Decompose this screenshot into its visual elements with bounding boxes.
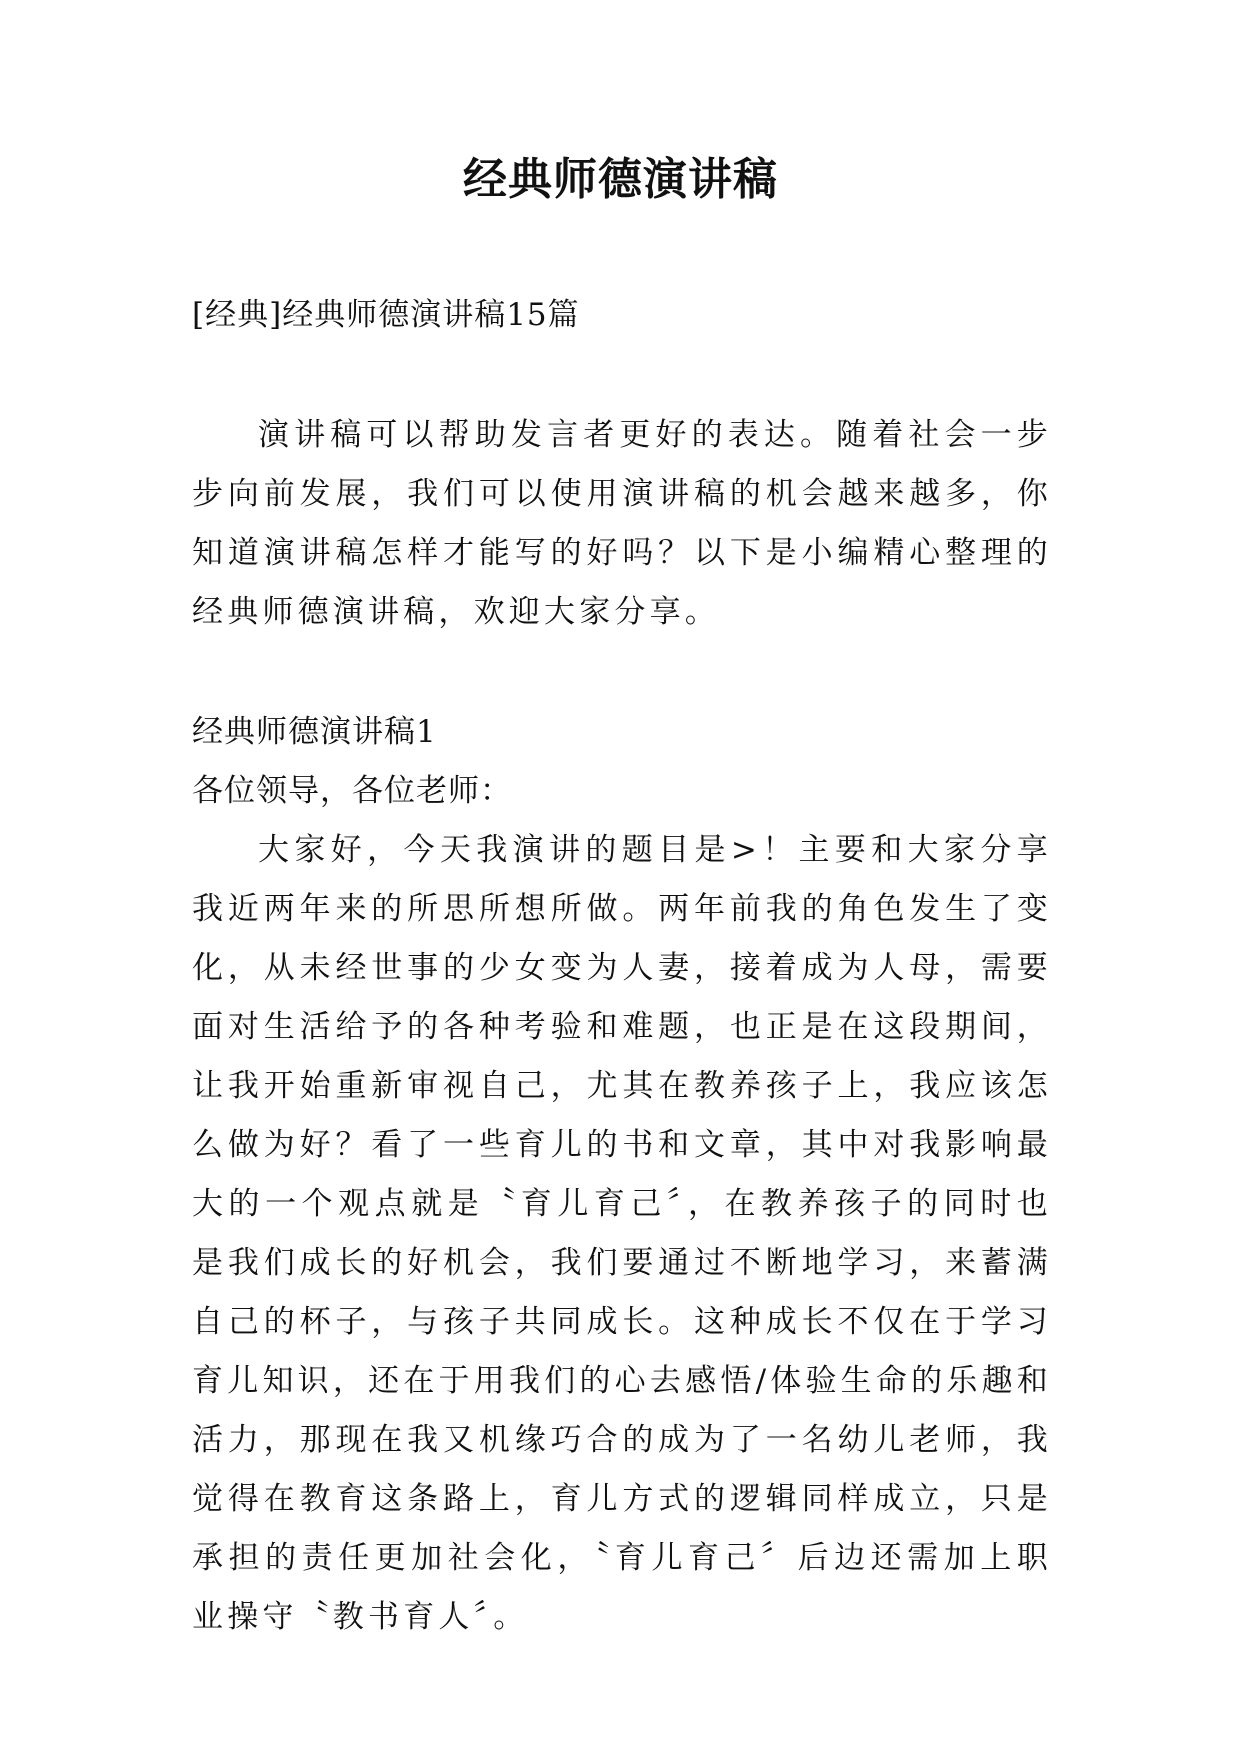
intro-paragraph: 演讲稿可以帮助发言者更好的表达。随着社会一步步向前发展，我们可以使用演讲稿的机会越来越多，你知道演讲稿怎样才能写的好吗？以下是小编精心整理的经典师德演讲稿，欢迎大家分享。 — [192, 417, 1052, 630]
salutation: 各位领导，各位老师： — [192, 773, 512, 809]
section-heading: 经典师德演讲稿1 — [192, 714, 437, 750]
document-title: 经典师德演讲稿 — [463, 154, 778, 205]
body-paragraph: 大家好，今天我演讲的题目是>！主要和大家分享我近两年来的所思所想所做。两年前我的角色发生了变化，从未经世事的少女变为人妻，接着成为人母，需要面对生活给予的各种考验和难题，也正是在这段期间，让我开始重新审视自己，尤其在教养孩子上，我应该怎么做为好？看了一些育儿的书和文章，其中对我影响最大的一个观点就是〝育儿育己〞，在教养孩子的同时也是我们成长的好机会，我们要通过不断地学习，来蓄满自己的杯子，与孩子共同成长。这种成长不仅在于学习育儿知识，还在于用我们的心去感悟/体验生命的乐趣和活力，那现在我又机缘巧合的成为了一名幼儿老师，我觉得在教育这条路上，育儿方式的逻辑同样成立，只是承担的责任更加社会化，〝育儿育己〞后边还需加上职业操守〝教书育人〞。 — [192, 832, 1052, 1635]
document-subtitle: [经典]经典师德演讲稿15篇 — [192, 297, 580, 333]
document-content — [192, 286, 1052, 1647]
